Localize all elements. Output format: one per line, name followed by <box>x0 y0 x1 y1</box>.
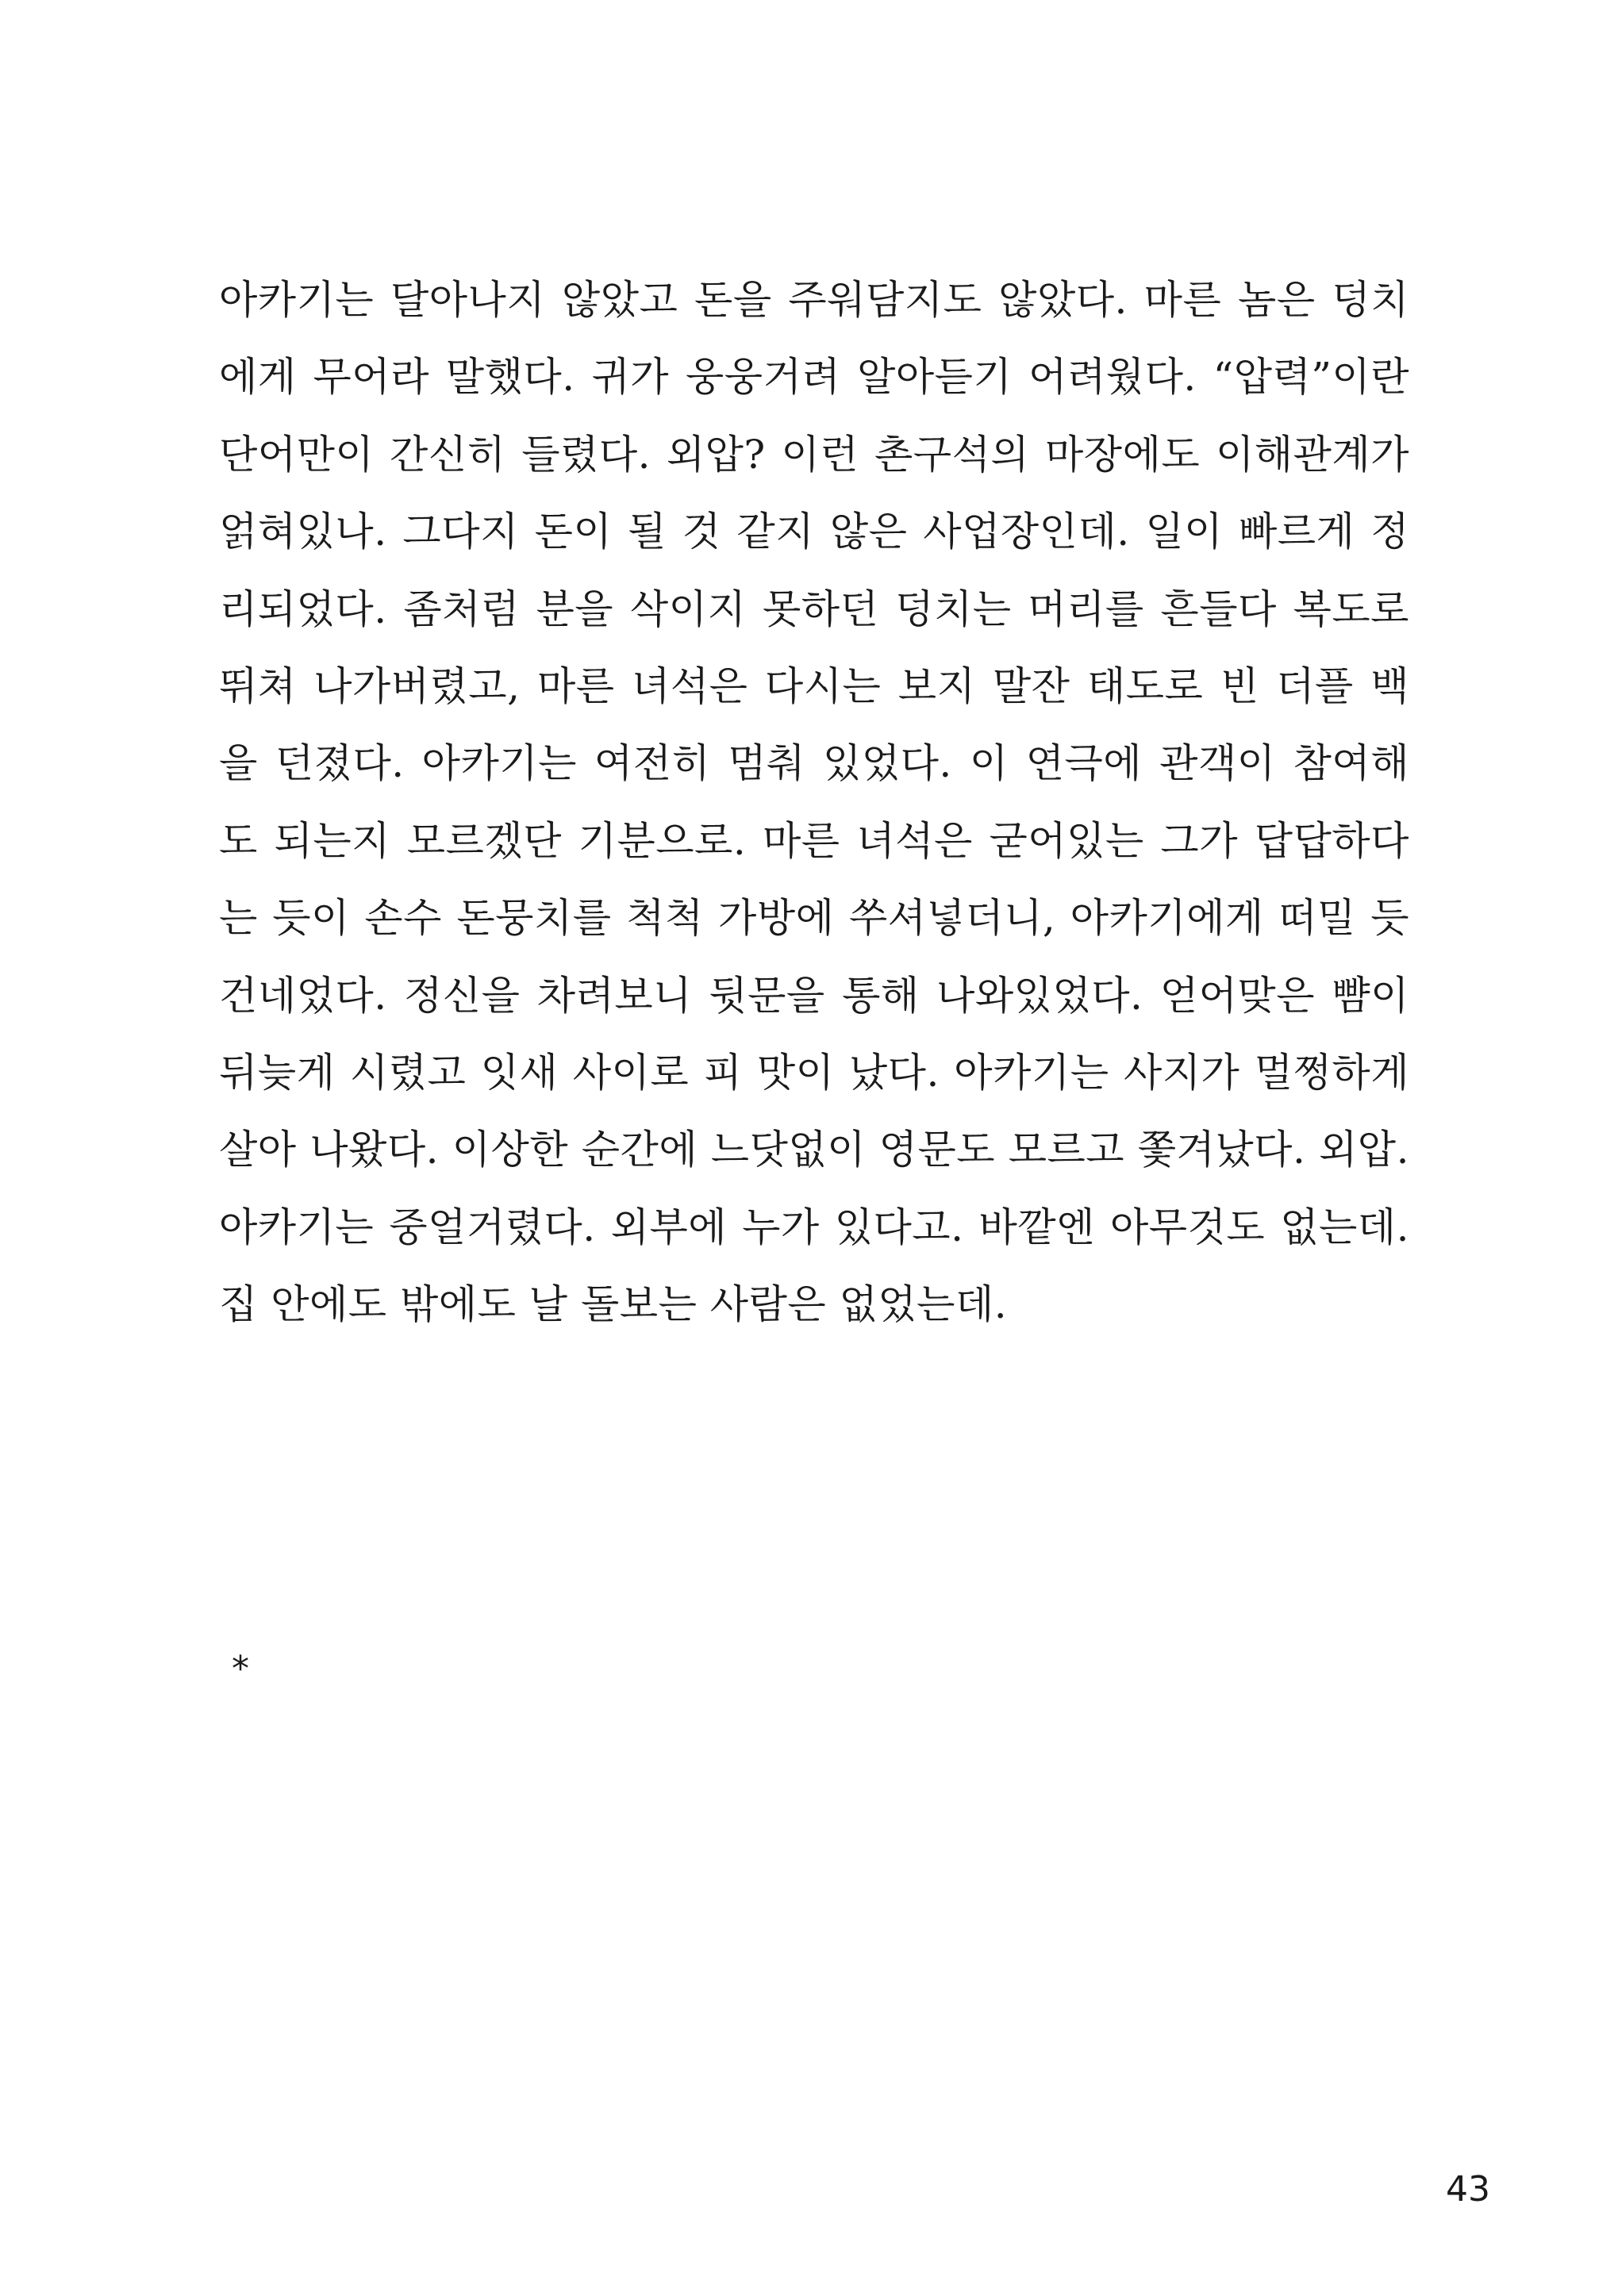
text-line: 단어만이 간신히 들렸다. 외압? 이런 촌구석의 마장에도 이해관계가 <box>219 431 1409 478</box>
text-line: 집 안에도 밖에도 날 돌보는 사람은 없었는데. <box>219 1281 1008 1328</box>
text-line: 에게 무어라 말했다. 귀가 웅웅거려 알아듣기 어려웠다. “압력”이란 <box>219 354 1409 401</box>
text-line: 아카기는 중얼거렸다. 외부에 누가 있다고. 바깥엔 아무것도 없는데. <box>219 1204 1409 1250</box>
text-line: 도 되는지 모르겠단 기분으로. 마른 녀석은 굳어있는 그가 답답하다 <box>219 817 1409 864</box>
text-line: 아카기는 달아나지 않았고 돈을 주워담지도 않았다. 마른 놈은 덩치 <box>219 277 1409 323</box>
text-line: 살아 나왔다. 이상한 순간에 느닷없이 영문도 모르고 쫓겨났다. 외압. <box>219 1127 1409 1173</box>
text-line: 을 던졌다. 아카기는 여전히 멈춰 있었다. 이 연극에 관객이 참여해 <box>219 740 1409 787</box>
text-line: 리되었다. 좀처럼 분을 삭이지 못하던 덩치는 머리를 흔들다 복도로 <box>219 586 1409 632</box>
page-number: 43 <box>1446 2169 1490 2210</box>
section-break-asterisk: * <box>232 1649 249 1689</box>
body-paragraph <box>219 262 1409 1343</box>
text-line: 뒤늦게 시렸고 잇새 사이로 피 맛이 났다. 아카기는 사지가 멀쩡하게 <box>219 1049 1409 1096</box>
text-line: 는 듯이 손수 돈뭉치를 척척 가방에 쑤셔넣더니, 아카기에게 떠밀 듯 <box>219 895 1409 942</box>
text-line: 얽혀있나. 그다지 돈이 될 것 같지 않은 사업장인데. 일이 빠르게 정 <box>219 509 1409 555</box>
text-line: 뛰쳐 나가버렸고, 마른 녀석은 다시는 보지 말잔 태도로 빈 더플 백 <box>219 662 1409 709</box>
text-line: 건네었다. 정신을 차려보니 뒷문을 통해 나와있었다. 얻어맞은 뺨이 <box>219 972 1409 1019</box>
